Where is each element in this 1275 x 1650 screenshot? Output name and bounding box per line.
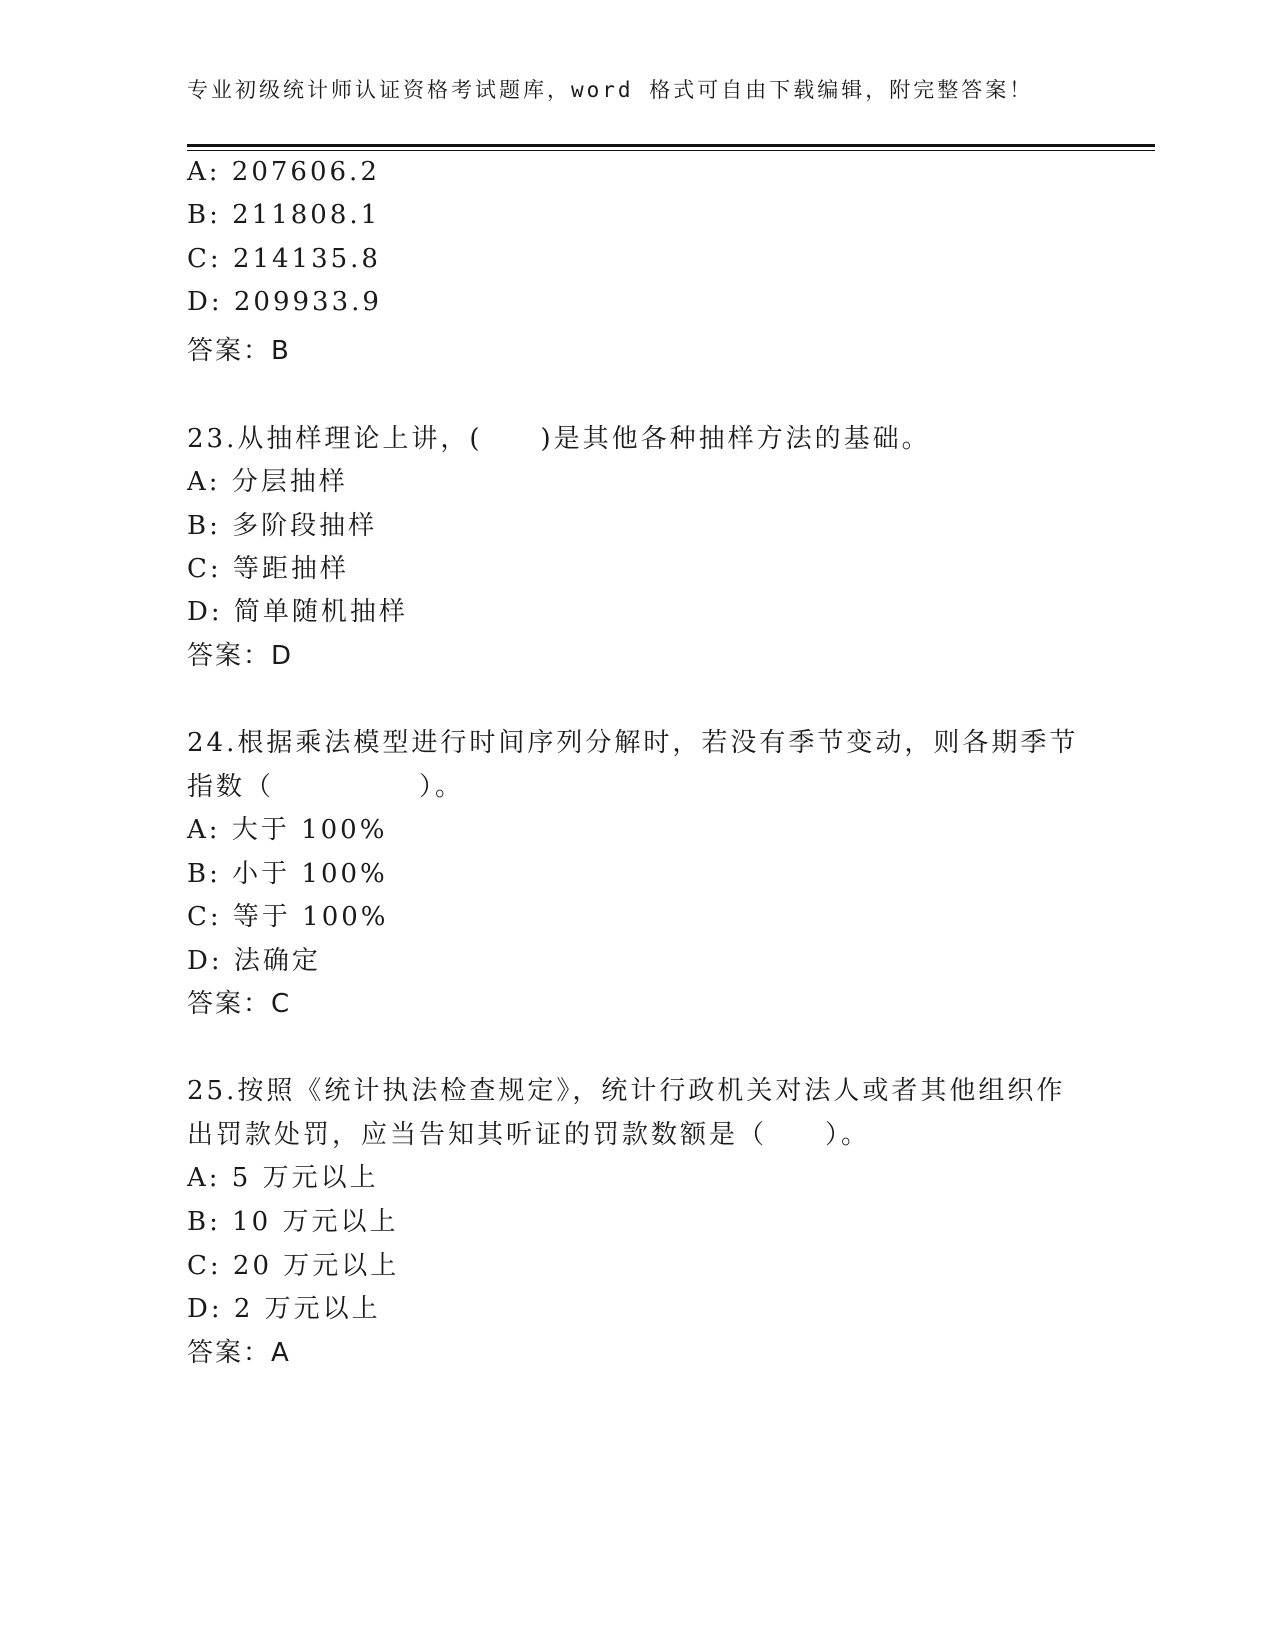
- q24-answer: 答案：C: [187, 989, 292, 1019]
- q25-option-c: C: 20 万元以上: [187, 1251, 400, 1281]
- q24-stem-line1: 24.根据乘法模型进行时间序列分解时，若没有季节变动，则各期季节: [187, 728, 1079, 758]
- q22-option-b: B: 211808.1: [187, 200, 381, 230]
- q25-answer: 答案：A: [187, 1338, 291, 1368]
- q24-option-d: D: 法确定: [187, 946, 321, 976]
- q23-answer: 答案：D: [187, 641, 294, 671]
- q24-stem-line2: 指数（ ）。: [187, 772, 465, 802]
- q23-option-a: A: 分层抽样: [187, 467, 348, 497]
- q23-option-c: C: 等距抽样: [187, 554, 349, 584]
- q23-stem: 23.从抽样理论上讲，( )是其他各种抽样方法的基础。: [187, 424, 931, 454]
- q22-option-a: A: 207606.2: [187, 157, 380, 187]
- q25-stem-line1: 25.按照《统计执法检查规定》，统计行政机关对法人或者其他组织作: [187, 1076, 1066, 1106]
- q24-option-c: C: 等于 100%: [187, 902, 389, 932]
- q25-option-d: D: 2 万元以上: [187, 1294, 381, 1324]
- header-rule-thin: [187, 150, 1155, 151]
- q25-option-a: A: 5 万元以上: [187, 1163, 379, 1193]
- q24-option-b: B: 小于 100%: [187, 859, 388, 889]
- q22-option-d: D: 209933.9: [187, 287, 382, 317]
- q23-option-d: D: 简单随机抽样: [187, 597, 408, 627]
- q25-option-b: B: 10 万元以上: [187, 1207, 399, 1237]
- q22-answer: 答案：B: [187, 336, 291, 366]
- q23-option-b: B: 多阶段抽样: [187, 511, 378, 541]
- q24-option-a: A: 大于 100%: [187, 815, 388, 845]
- page-header: 专业初级统计师认证资格考试题库，word 格式可自由下载编辑，附完整答案！: [187, 78, 1034, 102]
- header-rule-thick: [187, 144, 1155, 147]
- q22-option-c: C: 214135.8: [187, 244, 381, 274]
- q25-stem-line2: 出罚款处罚，应当告知其听证的罚款数额是（ ）。: [187, 1120, 871, 1150]
